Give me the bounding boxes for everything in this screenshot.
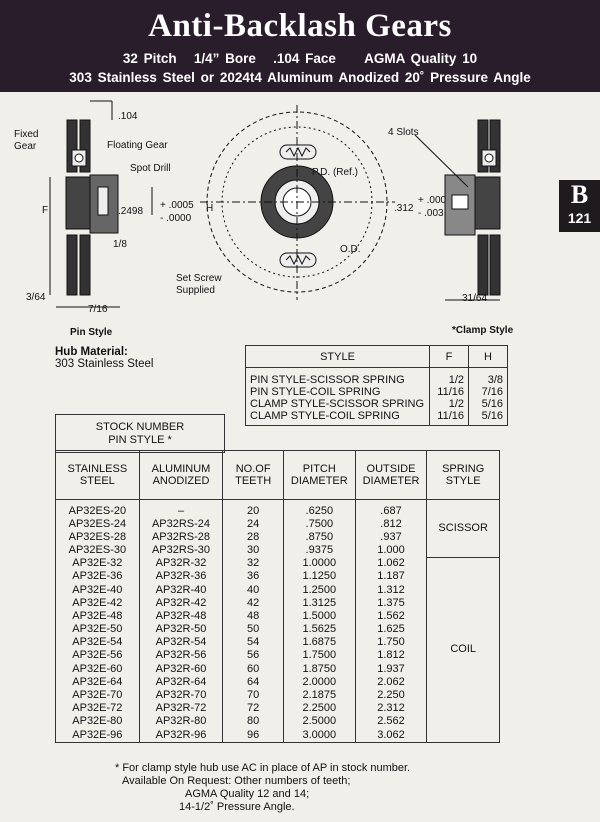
label-four-slots: 4 Slots (388, 127, 419, 138)
pitch-diameter: 1.0000 (283, 557, 355, 570)
section-tab (559, 180, 600, 232)
teeth: 42 (223, 597, 284, 610)
label-h: H (206, 203, 214, 214)
style-row-1-h: 3/8 (469, 368, 508, 387)
note-clamp: * For clamp style hub use AC in place of AP in stock number. (115, 762, 411, 774)
spring-scissor: SCISSOR (427, 500, 500, 558)
aluminum-part: – (139, 500, 223, 518)
page-number: 121 (567, 210, 592, 226)
stainless-part: AP32E-80 (56, 715, 140, 728)
stainless-part: AP32ES-30 (56, 544, 140, 557)
teeth: 48 (223, 610, 284, 623)
spec-line-2: 303 Stainless Steel or 2024t4 Aluminum Anodized 20˚ Pressure Angle (69, 70, 531, 85)
outside-diameter: 1.187 (355, 570, 427, 583)
label-floating-gear: Floating Gear (107, 140, 168, 151)
pitch-diameter: 2.0000 (283, 676, 355, 689)
aluminum-part: AP32R-32 (139, 557, 223, 570)
aluminum-part: AP32R-60 (139, 663, 223, 676)
outside-diameter: 2.562 (355, 715, 427, 728)
outside-diameter: 1.375 (355, 597, 427, 610)
col-od: OUTSIDE DIAMETER (355, 451, 427, 500)
outside-diameter: 1.937 (355, 663, 427, 676)
style-row-2-name: PIN STYLE-COIL SPRING (246, 386, 430, 398)
outside-diameter: 1.562 (355, 610, 427, 623)
outside-diameter: 1.062 (355, 557, 427, 570)
outside-diameter: 1.750 (355, 636, 427, 649)
outside-diameter: 3.062 (355, 729, 427, 743)
teeth: 56 (223, 649, 284, 662)
aluminum-part: AP32R-36 (139, 570, 223, 583)
teeth: 64 (223, 676, 284, 689)
stainless-part: AP32E-64 (56, 676, 140, 689)
pin-style-section-view (50, 101, 152, 307)
stainless-part: AP32E-56 (56, 649, 140, 662)
teeth: 80 (223, 715, 284, 728)
aluminum-part: AP32R-56 (139, 649, 223, 662)
hub-material (55, 346, 153, 370)
label-clamp-bore: .312 (394, 203, 414, 214)
label-one-eighth: 1/8 (113, 239, 127, 250)
stainless-part: AP32ES-28 (56, 531, 140, 544)
pitch-diameter: 3.0000 (283, 729, 355, 743)
teeth: 36 (223, 570, 284, 583)
style-row-4-h: 5/16 (469, 410, 508, 426)
teeth: 20 (223, 500, 284, 518)
outside-diameter: 1.312 (355, 583, 427, 596)
stainless-part: AP32ES-20 (56, 500, 140, 518)
teeth: 28 (223, 531, 284, 544)
teeth: 30 (223, 544, 284, 557)
aluminum-part: AP32R-96 (139, 729, 223, 743)
style-row-1-f: 1/2 (430, 368, 469, 387)
pitch-diameter: .8750 (283, 531, 355, 544)
section-letter: B (570, 180, 589, 209)
label-clamp-tol-plus: + .000 (418, 195, 447, 206)
stainless-part: AP32E-96 (56, 729, 140, 743)
outside-diameter: 2.312 (355, 702, 427, 715)
style-row-2-f: 11/16 (430, 386, 469, 398)
page-header (0, 0, 600, 92)
pitch-diameter: .7500 (283, 518, 355, 531)
teeth: 72 (223, 702, 284, 715)
style-row-1-name: PIN STYLE-SCISSOR SPRING (246, 368, 430, 387)
pitch-diameter: 2.5000 (283, 715, 355, 728)
teeth: 54 (223, 636, 284, 649)
dim-104: .104 (118, 111, 138, 122)
teeth: 50 (223, 623, 284, 636)
teeth: 60 (223, 663, 284, 676)
pitch-diameter: 1.7500 (283, 649, 355, 662)
f-header: F (430, 346, 469, 368)
aluminum-part: AP32R-72 (139, 702, 223, 715)
pitch-diameter: 1.2500 (283, 583, 355, 596)
page-title: Anti-Backlash Gears (148, 8, 452, 44)
label-bore: .2498 (118, 206, 144, 217)
gear-table (55, 450, 500, 743)
style-row-3-name: CLAMP STYLE-SCISSOR SPRING (246, 398, 430, 410)
stainless-part: AP32E-36 (56, 570, 140, 583)
col-stainless: STAINLESS STEEL (56, 451, 140, 500)
label-clamp-style: *Clamp Style (452, 325, 514, 336)
label-set-screw-a: Set Screw (176, 273, 222, 284)
outside-diameter: 1.812 (355, 649, 427, 662)
footnotes (115, 762, 410, 814)
note-available: Available On Request: Other numbers of teeth; (122, 775, 351, 787)
gear-drawing-svg (0, 95, 560, 340)
pitch-diameter: .9375 (283, 544, 355, 557)
stainless-part: AP32E-72 (56, 702, 140, 715)
label-set-screw-b: Supplied (176, 285, 215, 296)
teeth: 70 (223, 689, 284, 702)
style-header: STYLE (246, 346, 430, 368)
label-f: F (42, 205, 49, 216)
pitch-diameter: 1.1250 (283, 570, 355, 583)
style-row-3-h: 5/16 (469, 398, 508, 410)
outside-diameter: .812 (355, 518, 427, 531)
label-three-64: 3/64 (26, 292, 46, 303)
aluminum-part: AP32R-50 (139, 623, 223, 636)
h-header: H (469, 346, 508, 368)
col-aluminum: ALUMINUM ANODIZED (139, 451, 223, 500)
style-row-2-h: 7/16 (469, 386, 508, 398)
stock-number-header (55, 414, 225, 453)
outside-diameter: 2.062 (355, 676, 427, 689)
teeth: 24 (223, 518, 284, 531)
stainless-part: AP32E-32 (56, 557, 140, 570)
label-od: O.D. (340, 244, 361, 255)
col-teeth: NO.OF TEETH (223, 451, 284, 500)
label-tol-plus: + .0005 (160, 200, 194, 211)
style-table (245, 345, 508, 426)
label-fixed-gear-b: Gear (14, 141, 37, 152)
label-fixed-gear-a: Fixed (14, 129, 39, 140)
gear-drawing (0, 95, 560, 340)
pitch-diameter: 2.1875 (283, 689, 355, 702)
style-row-3-f: 1/2 (430, 398, 469, 410)
gear-front-view (200, 105, 395, 300)
stainless-part: AP32E-70 (56, 689, 140, 702)
pitch-diameter: 1.3125 (283, 597, 355, 610)
teeth: 96 (223, 729, 284, 743)
label-pd-ref: P.D. (Ref.) (312, 167, 358, 178)
outside-diameter: 2.250 (355, 689, 427, 702)
aluminum-part: AP32R-70 (139, 689, 223, 702)
outside-diameter: 1.625 (355, 623, 427, 636)
label-tol-minus: - .0000 (160, 213, 192, 224)
stainless-part: AP32E-60 (56, 663, 140, 676)
table-row (56, 557, 500, 570)
outside-diameter: 1.000 (355, 544, 427, 557)
label-seven-16: 7/16 (88, 304, 108, 315)
stock-number-label: STOCK NUMBER PIN STYLE * (56, 415, 225, 453)
pitch-diameter: 1.8750 (283, 663, 355, 676)
stainless-part: AP32E-48 (56, 610, 140, 623)
pitch-diameter: 2.2500 (283, 702, 355, 715)
spec-line-1: 32 Pitch 1/4” Bore .104 Face AGMA Quality 10 (122, 51, 478, 66)
note-agma: AGMA Quality 12 and 14; (185, 788, 310, 800)
pitch-diameter: .6250 (283, 500, 355, 518)
col-pitch: PITCH DIAMETER (283, 451, 355, 500)
col-spring: SPRING STYLE (427, 451, 500, 500)
aluminum-part: AP32R-54 (139, 636, 223, 649)
pitch-diameter: 1.5000 (283, 610, 355, 623)
pitch-diameter: 1.6875 (283, 636, 355, 649)
label-spot-drill: Spot Drill (130, 163, 171, 174)
label-pin-style: Pin Style (70, 327, 113, 338)
outside-diameter: .937 (355, 531, 427, 544)
note-pressure: 14-1/2˚ Pressure Angle. (179, 801, 295, 813)
spring-coil: COIL (427, 557, 500, 742)
aluminum-part: AP32R-42 (139, 597, 223, 610)
teeth: 32 (223, 557, 284, 570)
label-clamp-tol-minus: - .003 (418, 208, 444, 219)
aluminum-part: AP32RS-30 (139, 544, 223, 557)
label-thirtyone-64: 31/64 (462, 293, 488, 304)
table-row (56, 500, 500, 518)
teeth: 40 (223, 583, 284, 596)
style-row-4-name: CLAMP STYLE-COIL SPRING (246, 410, 430, 426)
aluminum-part: AP32R-64 (139, 676, 223, 689)
pitch-diameter: 1.5625 (283, 623, 355, 636)
stainless-part: AP32ES-24 (56, 518, 140, 531)
stainless-part: AP32E-42 (56, 597, 140, 610)
aluminum-part: AP32R-40 (139, 583, 223, 596)
stainless-part: AP32E-54 (56, 636, 140, 649)
aluminum-part: AP32RS-28 (139, 531, 223, 544)
hub-material-value: 303 Stainless Steel (55, 358, 154, 370)
stainless-part: AP32E-50 (56, 623, 140, 636)
outside-diameter: .687 (355, 500, 427, 518)
style-row-4-f: 11/16 (430, 410, 469, 426)
aluminum-part: AP32R-80 (139, 715, 223, 728)
aluminum-part: AP32R-48 (139, 610, 223, 623)
gear-table-header (56, 451, 500, 500)
aluminum-part: AP32RS-24 (139, 518, 223, 531)
stainless-part: AP32E-40 (56, 583, 140, 596)
hub-material-label: Hub Material: (55, 346, 128, 358)
